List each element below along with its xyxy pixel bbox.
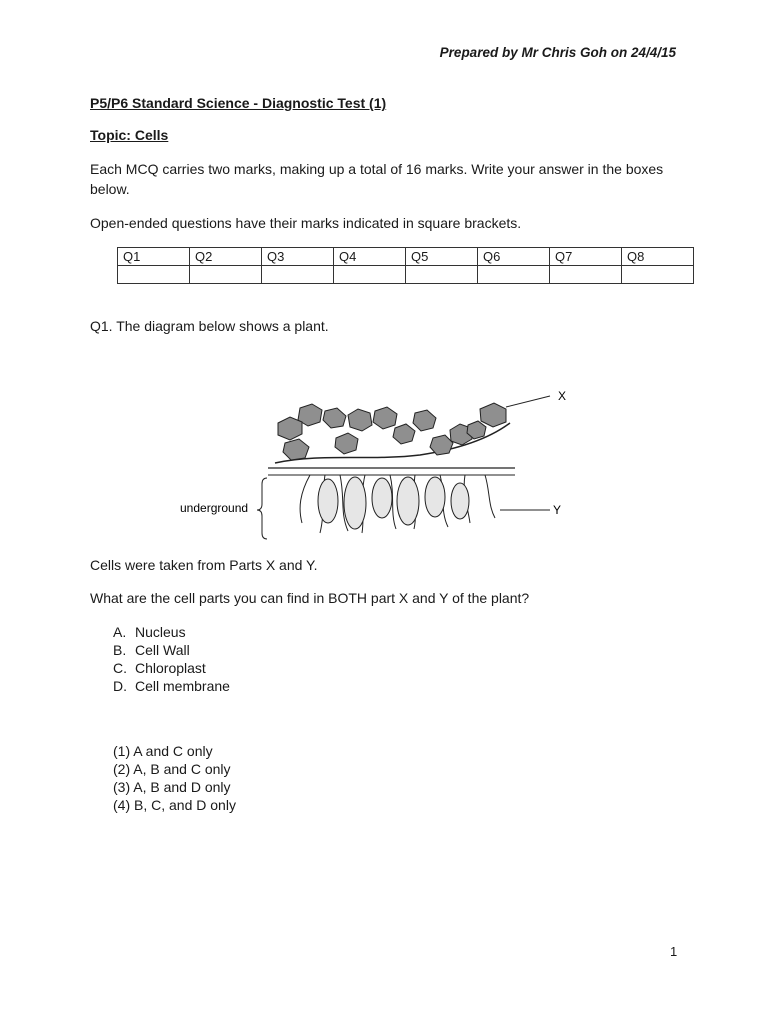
- open-ended-instructions: Open-ended questions have their marks indicated in square brackets.: [90, 215, 522, 231]
- option-letter: D.: [113, 678, 127, 694]
- answer-table-header: Q1: [118, 248, 190, 266]
- option-item: [113, 623, 230, 641]
- question-1-options: [113, 623, 230, 695]
- choice-item: (3) A, B and D only: [113, 779, 231, 795]
- plant-diagram: [150, 383, 620, 540]
- option-letter: B.: [113, 642, 127, 658]
- page-number: 1: [670, 944, 678, 959]
- option-text: Cell membrane: [135, 678, 230, 694]
- answer-box-q4[interactable]: [334, 266, 406, 284]
- option-text: Nucleus: [135, 624, 186, 640]
- option-letter: A.: [113, 624, 127, 640]
- answer-box-q5[interactable]: [406, 266, 478, 284]
- answer-box-q6[interactable]: [478, 266, 550, 284]
- option-text: Cell Wall: [135, 642, 190, 658]
- answer-box-q1[interactable]: [118, 266, 190, 284]
- option-item: [113, 677, 230, 695]
- answer-table-answer-row: [118, 266, 694, 284]
- prepared-by-header: Prepared by Mr Chris Goh on 24/4/15: [439, 45, 676, 60]
- answer-table-header: Q2: [190, 248, 262, 266]
- answer-box-q3[interactable]: [262, 266, 334, 284]
- question-1-choices: [113, 742, 236, 814]
- answer-table-header: Q8: [622, 248, 694, 266]
- answer-table-header: Q7: [550, 248, 622, 266]
- answer-table-header: Q4: [334, 248, 406, 266]
- answer-table-header: Q6: [478, 248, 550, 266]
- page-title: P5/P6 Standard Science - Diagnostic Test (1): [90, 95, 387, 111]
- option-item: [113, 641, 230, 659]
- mcq-instructions: Each MCQ carries two marks, making up a total of 16 marks. Write your answer in the boxes below.: [90, 161, 664, 197]
- choice-item: (2) A, B and C only: [113, 761, 231, 777]
- topic-heading: Topic: Cells: [90, 127, 169, 143]
- diagram-label-x: X: [558, 389, 567, 403]
- choice-item: (1) A and C only: [113, 743, 213, 759]
- answer-table-header: Q3: [262, 248, 334, 266]
- answer-box-q7[interactable]: [550, 266, 622, 284]
- answer-table-header-row: [118, 248, 694, 266]
- diagram-label-underground: underground: [180, 501, 249, 515]
- plant-illustration: [257, 396, 550, 539]
- answer-table: [117, 247, 694, 284]
- diagram-label-y: Y: [553, 503, 562, 517]
- question-1-prompt: What are the cell parts you can find in BOTH part X and Y of the plant?: [90, 590, 530, 606]
- answer-table-header: Q5: [406, 248, 478, 266]
- option-item: [113, 659, 230, 677]
- choice-item: (4) B, C, and D only: [113, 797, 236, 813]
- answer-box-q8[interactable]: [622, 266, 694, 284]
- question-1-intro: Q1. The diagram below shows a plant.: [90, 318, 329, 334]
- answer-box-q2[interactable]: [190, 266, 262, 284]
- option-text: Chloroplast: [135, 660, 206, 676]
- question-1-context: Cells were taken from Parts X and Y.: [90, 557, 318, 573]
- option-letter: C.: [113, 660, 127, 676]
